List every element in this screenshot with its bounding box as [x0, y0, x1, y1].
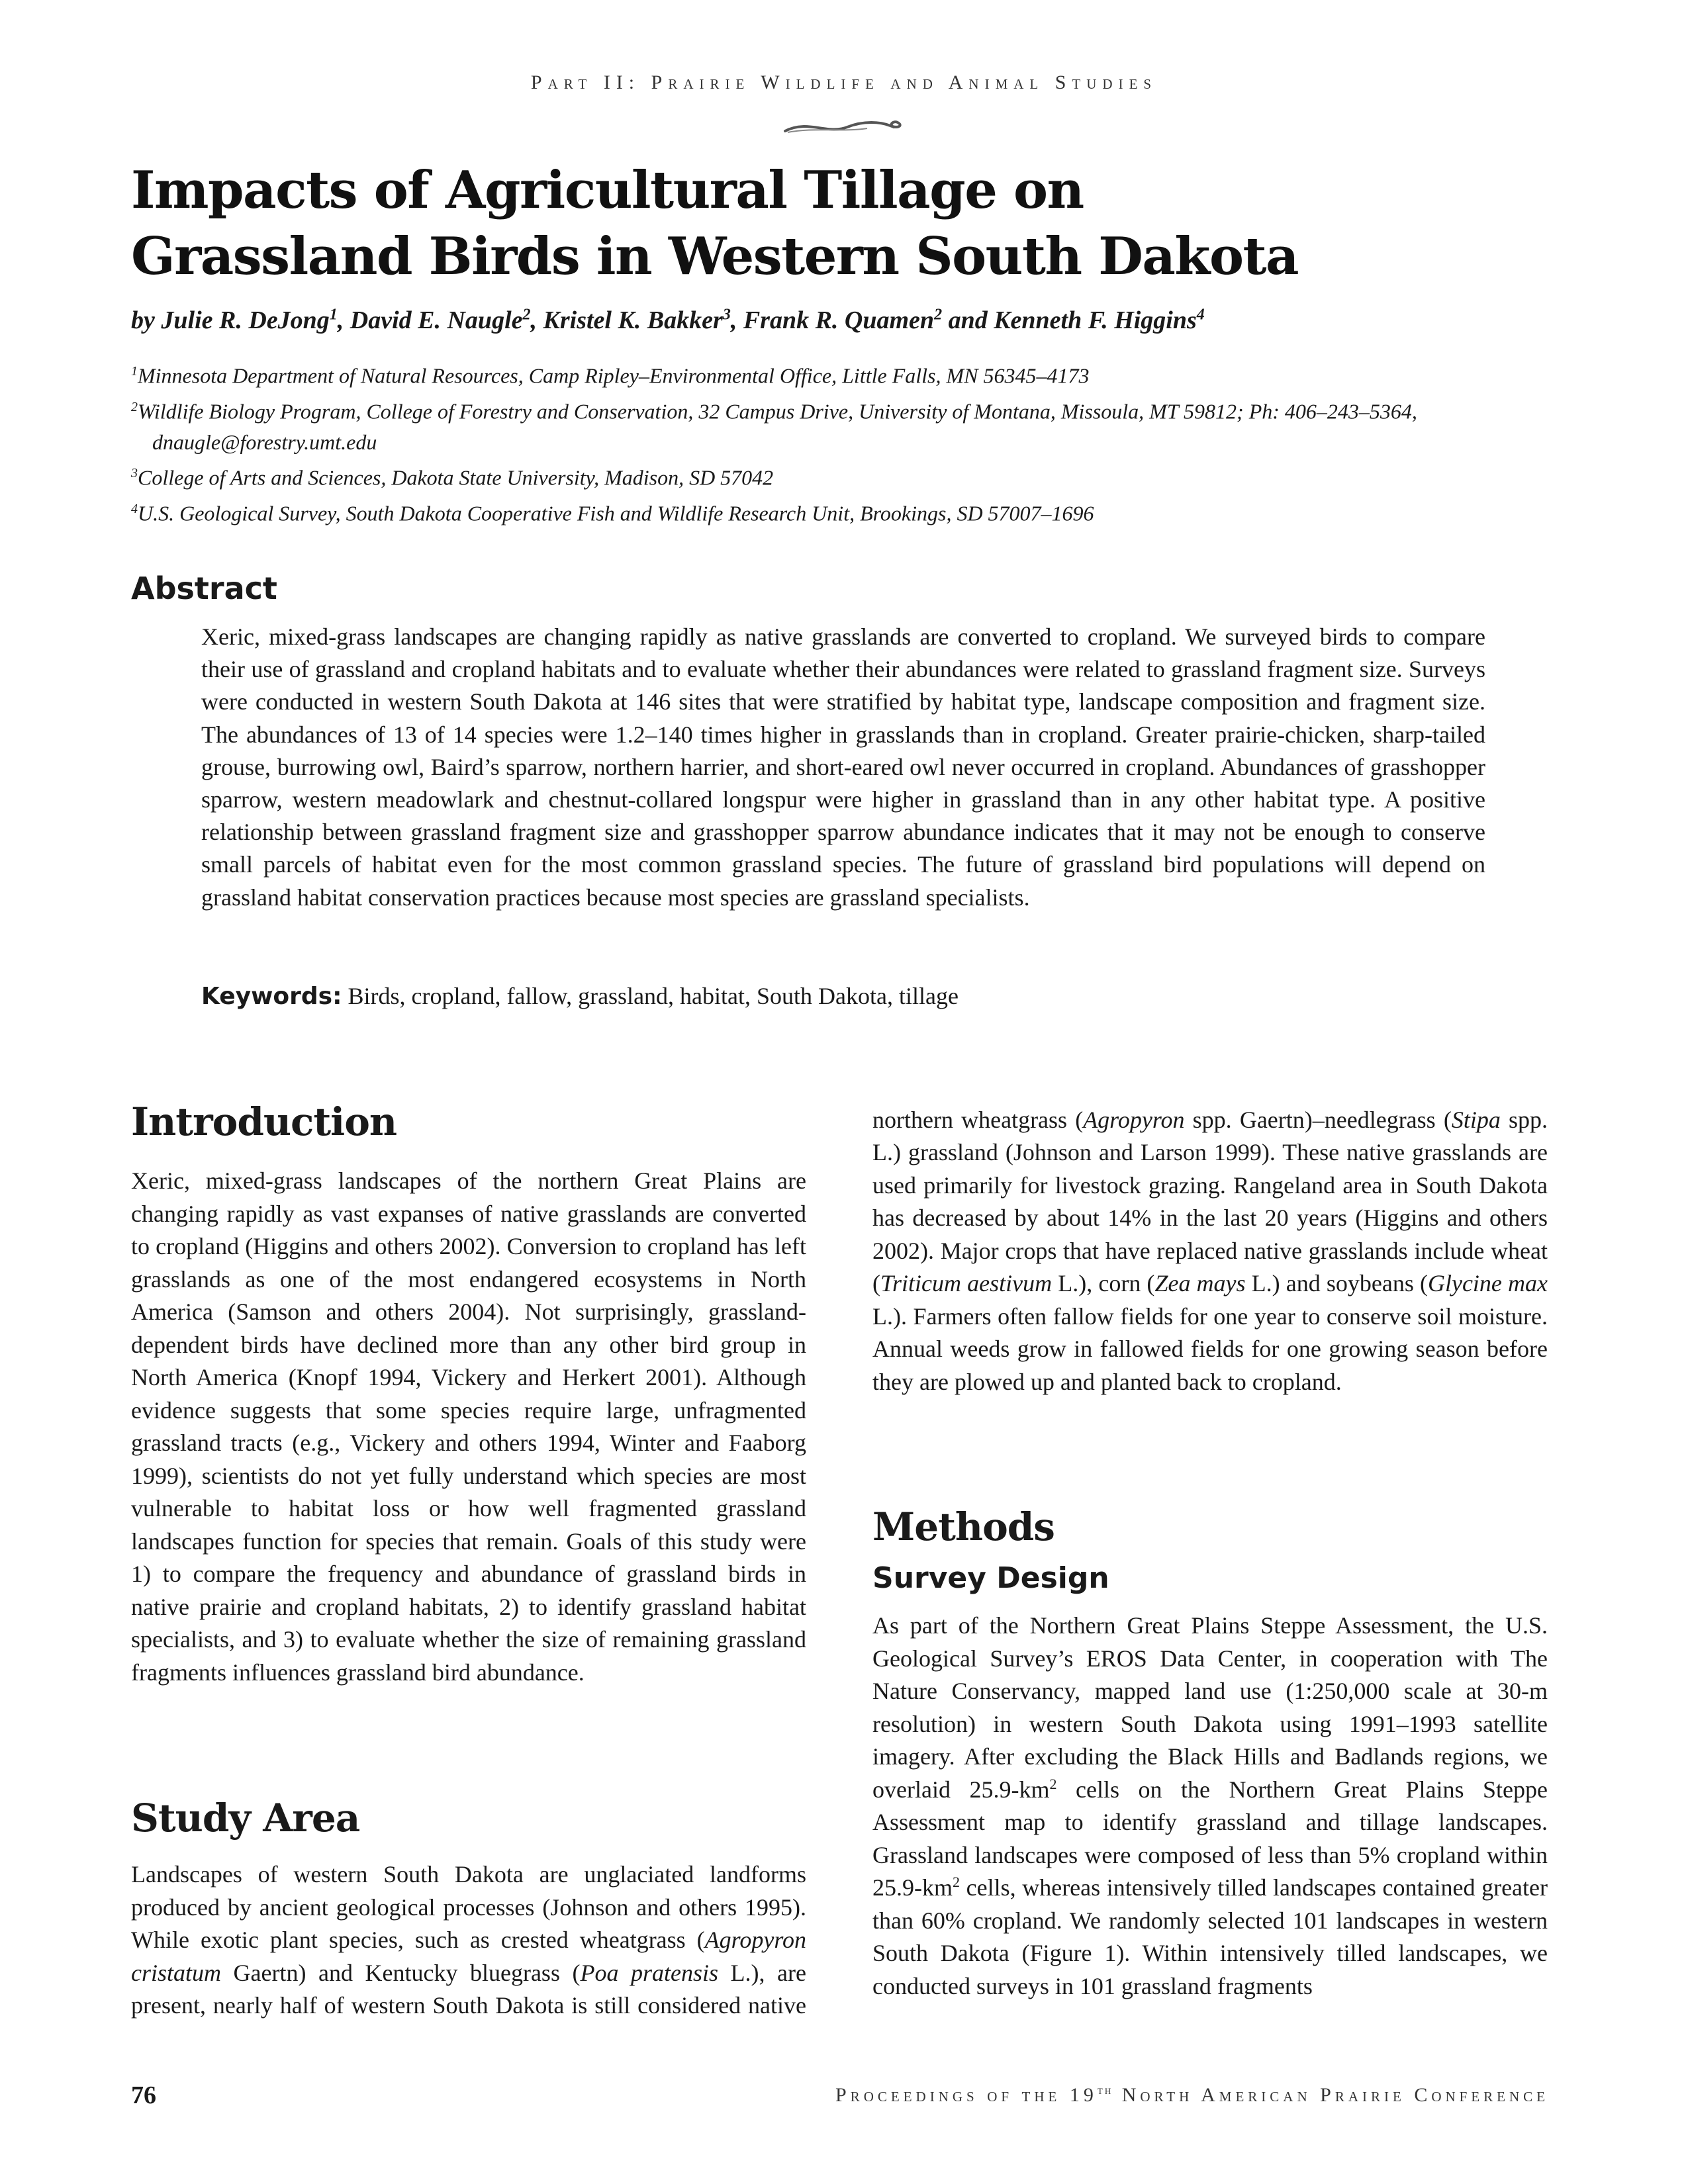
affiliation-2-text: Wildlife Biology Program, College of Forestry and Conservation, 32 Campus Drive, University of Montana, Missoula, MT 59812; Ph: 406–243–5364, dnaugle@forestry.umt.edu [138, 399, 1417, 455]
author-5: Kenneth F. Higgins [994, 306, 1197, 334]
author-2-affil: 2 [522, 306, 531, 324]
superscript-2: 2 [953, 1874, 960, 1890]
title-line-2: Grassland Birds in Western South Dakota [131, 226, 1299, 287]
ornament-flourish [781, 118, 907, 138]
keywords-list: Birds, cropland, fallow, grassland, habitat, South Dakota, tillage [348, 983, 959, 1009]
author-4: Frank R. Quamen [743, 306, 935, 334]
keywords [201, 982, 1485, 1010]
title-line-1: Impacts of Agricultural Tillage on [131, 160, 1084, 220]
introduction-heading: Introduction [131, 1099, 397, 1144]
author-1: Julie R. DeJong [161, 306, 330, 334]
methods-heading: Methods [872, 1504, 1055, 1549]
article-title [131, 158, 1587, 290]
byline-prefix: by [131, 306, 155, 334]
affiliation-3-marker: 3 [131, 466, 138, 481]
affiliations [131, 356, 1587, 529]
study-area-heading: Study Area [131, 1796, 360, 1841]
author-2: David E. Naugle [350, 306, 523, 334]
affiliation-1 [131, 356, 1587, 392]
survey-design-subheading: Survey Design [872, 1561, 1109, 1595]
superscript-2: 2 [1049, 1775, 1057, 1792]
abstract-body: Xeric, mixed-grass landscapes are changing rapidly as native grasslands are converted to cropland. We surveyed birds to compare their use of grassland and cropland habitats and to evaluate whether their abundances were related to grassland fragment size. Surveys were conducted in western South Dakota at 146 sites that were stratified by habitat type, landscape composition and fragment size. The abundances of 13 of 14 species were 1.2–140 times higher in grasslands than in cropland. Greater prairie-chicken, sharp-tailed grouse, burrowing owl, Baird’s sparrow, northern harrier, and short-eared owl never occurred in cropland. Abundances of grasshopper sparrow, western meadowlark and chestnut-collared longspur were higher in grassland than in any other habitat type. A positive relationship between grassland fragment size and grasshopper sparrow abundance indicates that it may not be enough to conserve small parcels of habitat even for the most common grassland species. The future of grassland bird populations will depend on grassland habitat conservation practices because most species are grassland specialists. [201, 623, 1485, 911]
affiliation-1-marker: 1 [131, 364, 138, 379]
author-5-affil: 4 [1196, 306, 1205, 324]
author-4-affil: 2 [934, 306, 943, 324]
byline-and: and [948, 306, 988, 334]
affiliation-4 [131, 494, 1587, 529]
keywords-label: Keywords: [201, 983, 342, 1010]
survey-design-body: As part of the Northern Great Plains Steppe Assessment, the U.S. Geological Survey’s EROS Data Center, in cooperation with The Nature Conservancy, mapped land use (1:250,000 scale at 30-m resolution) in western South Dakota using 1991–1993 satellite imagery. After excluding the Black Hills and Badlands regions, we overlaid $25.9-km^2$ cells on the Northern Great Plains Steppe Assessment map to identify grassland and tillage landscapes. Grassland landscapes were composed of less than 5% cropland within $25.9-km^2$ cells, whereas intensively tilled landscapes contained greater than 60% cropland. We randomly selected 101 landscapes in western South Dakota (Figure 1). Within intensively tilled landscapes, we conducted surveys in 101 grassland fragments [872, 1612, 1548, 1999]
page-number: 76 [131, 2081, 156, 2109]
introduction-body: Xeric, mixed-grass landscapes of the northern Great Plains are changing rapidly as vast expanses of native grasslands are converted to cropland (Higgins and others 2002). Conversion to cropland has left grasslands as one of the most endangered ecosystems in North America (Samson and others 2004). Not surprisingly, grassland-dependent birds have declined more than any other bird group in North America (Knopf 1994, Vickery and Herkert 2001). Although evidence suggests that some species require large, unfragmented grassland tracts (e.g., Vickery and others 1994, Winter and Faaborg 1999), scientists do not yet fully understand which species are most vulnerable to habitat loss or how well fragmented grassland landscapes function for species that remain. Goals of this study were 1) to compare the frequency and abundance of grassland birds in native prairie and cropland habitats, 2) to identify grassland habitat specialists, and 3) to evaluate whether the size of remaining grassland fragments influences grassland bird abundance. [131, 1167, 806, 1686]
running-head: Part II: Prairie Wildlife and Animal Studies [530, 71, 1158, 93]
affiliation-3 [131, 458, 1587, 494]
running-foot: Proceedings of the 19th North American Prairie Conference [835, 2083, 1549, 2106]
study-area-body-part-1: Landscapes of western South Dakota are unglaciated landforms produced by ancient geological processes (Johnson and others 1995). While exotic plant species, such as crested wheatgrass (Agropyron cristatum Gaertn) and Kentucky bluegrass (Poa pratensis L.), are present, nearly half of western South Dakota is still considered native [131, 1861, 806, 2019]
author-byline: by Julie R. DeJong$^1$, David E. Naugle$^2$, Kristel K. Bakker$^3$, Frank R. Quamen$^2$ and Kenneth F. Higgins$^4$ [131, 306, 1205, 334]
affiliation-2-marker: 2 [131, 399, 138, 414]
study-area-body-part-2: northern wheatgrass (Agropyron spp. Gaertn)–needlegrass (Stipa spp. L.) grassland (Johnson and Larson 1999). These native grasslands are used primarily for livestock grazing. Rangeland area in South Dakota has decreased by about 14% in the last 20 years (Higgins and others 2002). Major crops that have replaced native grasslands include wheat (Triticum aestivum L.), corn (Zea mays L.) and soybeans (Glycine max L.). Farmers often fallow fields for one year to conserve soil moisture. Annual weeds grow in fallowed fields for one growing season before they are plowed up and planted back to cropland. [872, 1106, 1548, 1395]
affiliation-4-marker: 4 [131, 501, 138, 516]
author-1-affil: 1 [329, 306, 338, 324]
species-agropyron-cristatum: Agropyron cristatum [131, 1927, 806, 1986]
abstract-heading: Abstract [131, 570, 277, 606]
author-3: Kristel K. Bakker [543, 306, 723, 334]
affiliation-3-text: College of Arts and Sciences, Dakota State University, Madison, SD 57042 [138, 465, 774, 490]
affiliation-1-text: Minnesota Department of Natural Resources, Camp Ripley–Environmental Office, Little Falls, MN 56345–4173 [138, 363, 1090, 388]
affiliation-4-text: U.S. Geological Survey, South Dakota Cooperative Fish and Wildlife Research Unit, Brookings, SD 57007–1696 [138, 501, 1094, 525]
author-3-affil: 3 [722, 306, 731, 324]
affiliation-2 [131, 392, 1587, 459]
species-poa-pratensis: Poa pratensis [580, 1959, 718, 1986]
